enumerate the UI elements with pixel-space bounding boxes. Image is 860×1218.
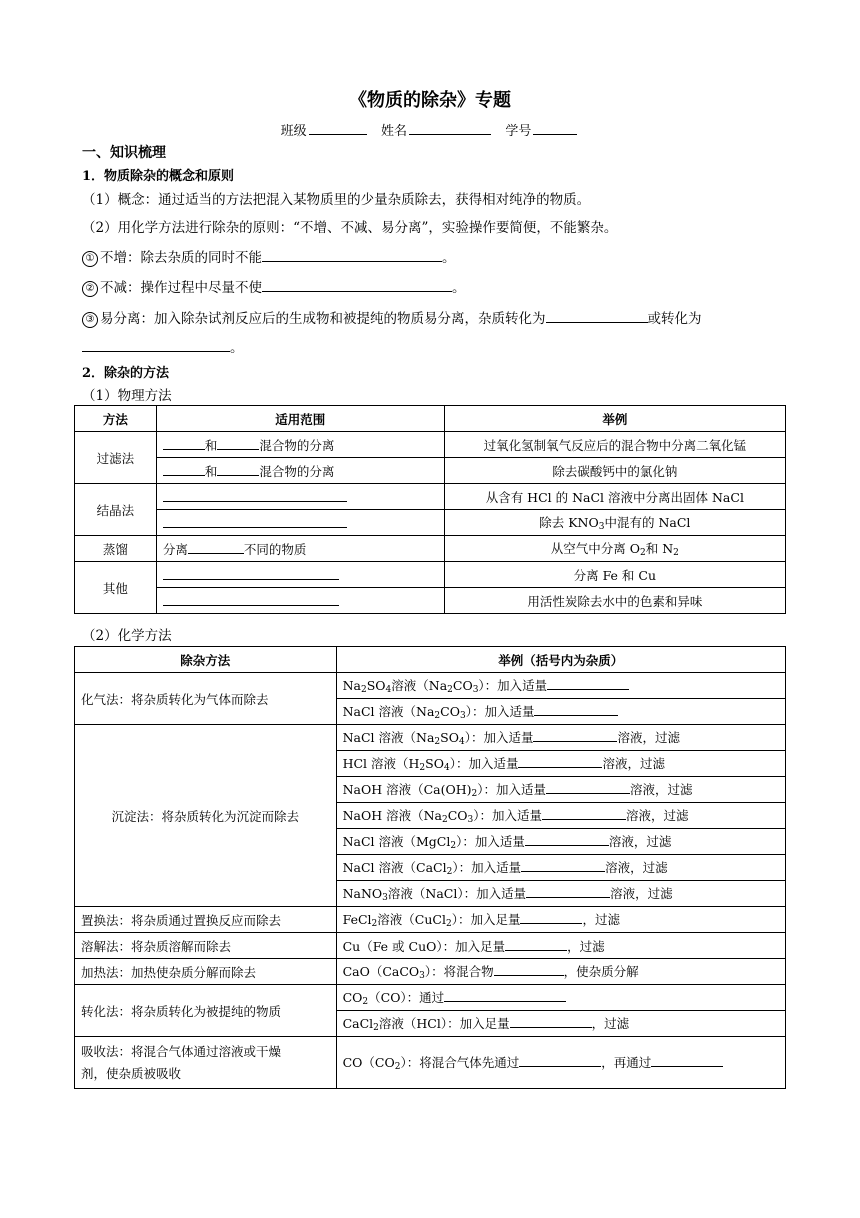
example-cell: NaCl 溶液$(Na_2SO_4)$：加入适量 溶液，过滤: [336, 725, 785, 751]
blank[interactable]: [533, 728, 617, 742]
table-row: [75, 510, 786, 536]
example-cell: NaNO$_3$溶液（NaCl）：加入适量 溶液，过滤: [336, 881, 785, 907]
table-row: [75, 536, 786, 562]
table-row: [75, 959, 786, 985]
principle-3-mid: 或转化为: [647, 311, 702, 327]
blank[interactable]: [494, 962, 564, 976]
physical-methods-table: [74, 405, 786, 614]
blank[interactable]: [542, 806, 626, 820]
blank[interactable]: [651, 1053, 723, 1067]
range-cell: [156, 588, 444, 614]
circled-two: ②: [82, 281, 98, 297]
section-heading-1: 一、知识梳理: [82, 145, 166, 161]
and-text: 和: [204, 437, 218, 453]
table-row: [75, 484, 786, 510]
blank[interactable]: [163, 436, 205, 450]
concept-text: （1）概念：通过适当的方法把混入某物质里的少量杂质除去，获得相对纯净的物质。: [82, 192, 591, 208]
example-cell: $CO(CO_2)$：将混合气体先通过 ，再通过: [336, 1037, 785, 1089]
example-cell: NaCl 溶液（MgCl$_2$）：加入适量 溶液，过滤: [336, 829, 785, 855]
blank[interactable]: [163, 462, 205, 476]
table-row: [75, 432, 786, 458]
blank[interactable]: [546, 780, 630, 794]
table-row: [75, 907, 786, 933]
range-cell: [156, 432, 444, 458]
range-cell: [156, 536, 444, 562]
and-text: 和: [204, 463, 218, 479]
principle-text: （2）用化学方法进行除杂的原则：“不增、不减、易分离”，实验操作要简便，不能繁杂。: [82, 220, 618, 236]
example-cell: HCl 溶液$(H_2SO_4)$：加入适量 溶液，过滤: [336, 751, 785, 777]
method-crystallize: 结晶法: [75, 484, 157, 536]
blank[interactable]: [510, 1014, 592, 1028]
principle-3-cont: [82, 336, 244, 356]
chemical-methods-label: （2）化学方法: [82, 628, 172, 644]
table-row: [75, 933, 786, 959]
principle-3-blank-1[interactable]: [546, 309, 648, 323]
blank[interactable]: [163, 566, 339, 580]
table-header-row: [75, 406, 786, 432]
method-absorb: 吸收法：将混合气体通过溶液或干燥 剂，使杂质被吸收: [75, 1037, 337, 1089]
method-other: 其他: [75, 562, 157, 614]
method-filter: 过滤法: [75, 432, 157, 484]
circled-three: ③: [82, 312, 98, 328]
table-row: [75, 1037, 786, 1089]
table-row: [75, 985, 786, 1011]
table-row: [75, 673, 786, 699]
id-label: 学号: [505, 124, 532, 139]
principle-2: [82, 276, 466, 297]
range-text: 不同的物质: [243, 541, 307, 557]
blank[interactable]: [163, 592, 339, 606]
physical-methods-label: （1）物理方法: [82, 388, 172, 404]
table-row: [75, 458, 786, 484]
blank[interactable]: [444, 988, 566, 1002]
blank[interactable]: [163, 514, 347, 528]
example-cell: 分离 Fe 和 Cu: [444, 562, 785, 588]
method-replace: 置换法：将杂质通过置换反应而除去: [75, 907, 337, 933]
blank[interactable]: [526, 884, 610, 898]
blank[interactable]: [547, 676, 629, 690]
blank[interactable]: [188, 540, 244, 554]
range-text: 混合物的分离: [259, 437, 335, 453]
table-header-row: [75, 647, 786, 673]
period: 。: [442, 250, 456, 266]
range-cell: [156, 458, 444, 484]
principle-1-text: 不增：除去杂质的同时不能: [100, 250, 262, 266]
example-cell: 从空气中分离 $O_2$和 $N_2$: [444, 536, 785, 562]
example-cell: $Na_2SO_4$溶液$(Na_2CO_3)$：加入适量: [336, 673, 785, 699]
principle-2-blank[interactable]: [262, 278, 452, 292]
subsection-1: 1．物质除杂的概念和原则: [82, 169, 235, 184]
method-convert: 转化法：将杂质转化为被提纯的物质: [75, 985, 337, 1037]
example-cell: FeCl$_2$溶液（CuCl$_2$）：加入足量 ，过滤: [336, 907, 785, 933]
page-title: 《物质的除杂》专题: [349, 90, 511, 111]
blank[interactable]: [505, 937, 567, 951]
example-cell: Cu（Fe 或 CuO）：加入足量 ，过滤: [336, 933, 785, 959]
method-dissolve: 溶解法：将杂质溶解而除去: [75, 933, 337, 959]
blank[interactable]: [163, 488, 347, 502]
example-cell: NaOH 溶液$(Na_2CO_3)$：加入适量 溶液，过滤: [336, 803, 785, 829]
blank[interactable]: [217, 436, 259, 450]
method-precipitate: 沉淀法：将杂质转化为沉淀而除去: [75, 725, 337, 907]
blank[interactable]: [519, 1053, 601, 1067]
header-method: 方法: [75, 406, 157, 432]
header-example: 举例（括号内为杂质）: [336, 647, 785, 673]
subsection-2: 2．除杂的方法: [82, 366, 170, 381]
chemical-methods-table: [74, 646, 786, 1089]
range-cell: [156, 562, 444, 588]
principle-1-blank[interactable]: [262, 248, 442, 262]
example-cell: 用活性炭除去水中的色素和异味: [444, 588, 785, 614]
class-blank[interactable]: [309, 122, 367, 135]
principle-1: [82, 246, 456, 267]
principle-3-text: 易分离：加入除杂试剂反应后的生成物和被提纯的物质易分离，杂质转化为: [100, 311, 546, 327]
period: 。: [452, 280, 466, 296]
example-cell: 除去碳酸钙中的氯化钠: [444, 458, 785, 484]
table-row: [75, 562, 786, 588]
class-label: 班级: [280, 124, 307, 139]
table-row: [75, 725, 786, 751]
blank[interactable]: [525, 832, 609, 846]
id-blank[interactable]: [533, 122, 577, 135]
example-cell: NaCl 溶液（CaCl$_2$）：加入适量 溶液，过滤: [336, 855, 785, 881]
example-cell: 过氧化氢制氧气反应后的混合物中分离二氧化锰: [444, 432, 785, 458]
example-cell: 从含有 HCl 的 NaCl 溶液中分离出固体 NaCl: [444, 484, 785, 510]
range-text: 混合物的分离: [259, 463, 335, 479]
period: 。: [230, 340, 244, 356]
student-info: [0, 120, 860, 139]
principle-3: [82, 307, 702, 328]
blank[interactable]: [520, 910, 582, 924]
example-cell: CaCl$_2$溶液（HCl）：加入足量 ，过滤: [336, 1011, 785, 1037]
example-cell: CaO（CaCO$_3$）：将混合物 ，使杂质分解: [336, 959, 785, 985]
blank[interactable]: [521, 858, 605, 872]
blank[interactable]: [518, 754, 602, 768]
name-label: 姓名: [380, 124, 407, 139]
method-distill: 蒸馏: [75, 536, 157, 562]
range-cell: [156, 510, 444, 536]
principle-2-text: 不减：操作过程中尽量不使: [100, 280, 262, 296]
range-text: 分离: [162, 541, 188, 557]
example-cell: NaCl 溶液$(Na_2CO_3)$：加入适量: [336, 699, 785, 725]
name-blank[interactable]: [409, 122, 491, 135]
header-method: 除杂方法: [75, 647, 337, 673]
example-cell: $CO_2(CO)$：通过: [336, 985, 785, 1011]
blank[interactable]: [534, 702, 618, 716]
principle-3-blank-2[interactable]: [82, 338, 230, 352]
example-cell: 除去 $KNO_3$中混有的 NaCl: [444, 510, 785, 536]
circled-one: ①: [82, 251, 98, 267]
table-row: [75, 588, 786, 614]
blank[interactable]: [217, 462, 259, 476]
example-cell: NaOH 溶液$(Ca(OH)_2)$：加入适量 溶液，过滤: [336, 777, 785, 803]
method-heat: 加热法：加热使杂质分解而除去: [75, 959, 337, 985]
header-example: 举例: [444, 406, 785, 432]
header-range: 适用范围: [156, 406, 444, 432]
range-cell: [156, 484, 444, 510]
method-gas: 化气法：将杂质转化为气体而除去: [75, 673, 337, 725]
